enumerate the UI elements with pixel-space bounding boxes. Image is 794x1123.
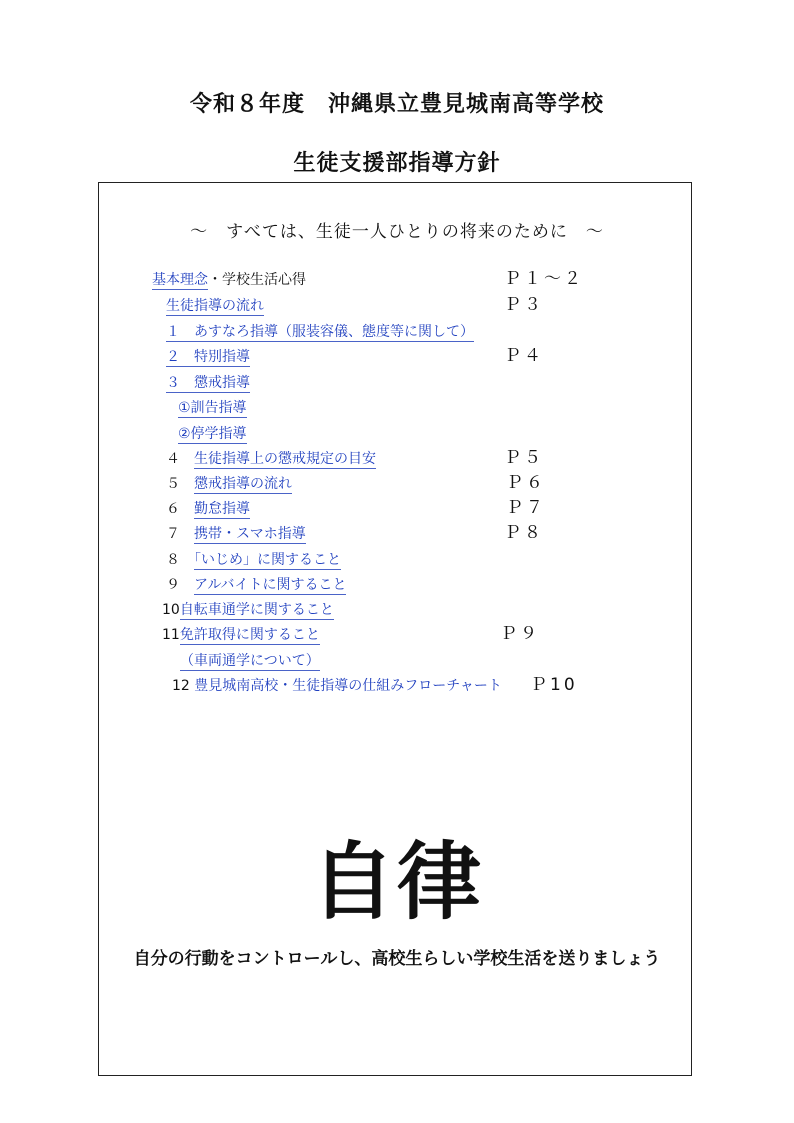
toc-item xyxy=(178,397,247,419)
toc-link-flowchart[interactable]: 豊見城南高校・生徒指導の仕組みフローチャート xyxy=(194,678,502,694)
toc-item xyxy=(166,295,264,317)
toc-page: Ｐ４ xyxy=(504,346,544,366)
toc-item xyxy=(166,574,346,596)
toc-number: ６ xyxy=(166,501,180,517)
toc-number: ２ xyxy=(166,349,180,365)
toc-item xyxy=(166,473,292,495)
slogan: 自分の行動をコントロールし、高校生らしい学校生活を送りましょう xyxy=(133,949,661,969)
toc-link-guidance-flow[interactable]: 生徒指導の流れ xyxy=(166,298,264,314)
toc-number: ９ xyxy=(166,577,180,593)
toc-link-bullying[interactable]: 「いじめ」に関すること xyxy=(194,552,341,568)
toc-label: 懲戒指導 xyxy=(194,375,250,391)
toc-page: Ｐ３ xyxy=(504,295,544,315)
toc-link-disciplinary-flow[interactable]: 懲戒指導の流れ xyxy=(194,476,292,492)
school-title: 令和８年度 沖縄県立豊見城南高等学校 xyxy=(189,92,604,117)
big-word-jiritsu: 自律 xyxy=(310,833,483,931)
toc-item xyxy=(180,650,320,672)
toc-item xyxy=(166,523,306,545)
toc-page: Ｐ１～２ xyxy=(504,269,584,289)
toc-page: Ｐ５ xyxy=(504,448,544,468)
toc-number: １ xyxy=(166,324,180,340)
toc-page: Ｐ７ xyxy=(506,498,546,518)
toc-label: 特別指導 xyxy=(194,349,250,365)
toc-number: ８ xyxy=(166,552,180,568)
toc-link-license[interactable]: 免許取得に関すること xyxy=(179,627,320,643)
toc-item xyxy=(166,372,250,394)
toc-number: 12 xyxy=(172,678,190,694)
toc-link-disciplinary-guidance[interactable] xyxy=(166,375,250,393)
toc-link-attendance[interactable]: 勤怠指導 xyxy=(194,501,250,517)
toc-page: Ｐ10 xyxy=(530,675,578,695)
toc-number: ３ xyxy=(166,375,180,391)
toc-item xyxy=(178,423,247,445)
toc-item xyxy=(166,498,250,520)
toc-link-bicycle[interactable]: 自転車通学に関すること xyxy=(179,602,334,618)
toc-link-asunaro[interactable] xyxy=(166,324,474,342)
toc-link-disciplinary-standards[interactable]: 生徒指導上の懲戒規定の目安 xyxy=(194,451,376,467)
toc-item xyxy=(166,346,250,368)
toc-number: ４ xyxy=(166,451,180,467)
toc-item xyxy=(166,549,341,571)
motto: ～ すべては、生徒一人ひとりの将来のために ～ xyxy=(190,222,604,242)
toc-item xyxy=(152,269,306,291)
toc-item-suffix: ・学校生活心得 xyxy=(208,272,306,288)
toc-number: ５ xyxy=(166,476,180,492)
toc-item xyxy=(166,321,474,343)
toc-number: ７ xyxy=(166,526,180,542)
toc-link-reprimand[interactable]: ①訓告指導 xyxy=(178,400,247,416)
toc-link-part-time-job[interactable]: アルバイトに関すること xyxy=(194,577,347,593)
toc-number: 11 xyxy=(162,627,180,643)
toc-item xyxy=(162,599,334,621)
toc-link-suspension[interactable]: ②停学指導 xyxy=(178,426,247,442)
toc-item xyxy=(162,624,320,646)
toc-page: Ｐ９ xyxy=(500,624,540,644)
toc-label: あすなろ指導（服装容儀、態度等に関して） xyxy=(194,324,474,340)
toc-number: 10 xyxy=(162,602,180,618)
policy-title: 生徒支援部指導方針 xyxy=(293,151,501,176)
toc-link-phone-guidance[interactable]: 携帯・スマホ指導 xyxy=(194,526,306,542)
toc-item xyxy=(172,675,502,697)
toc-page: Ｐ８ xyxy=(504,523,544,543)
toc-link-basic-philosophy[interactable]: 基本理念 xyxy=(152,272,208,288)
toc-link-vehicle-commute[interactable]: （車両通学について） xyxy=(180,653,320,669)
toc-item xyxy=(166,448,376,470)
toc-page: Ｐ６ xyxy=(506,473,546,493)
toc-link-special-guidance[interactable] xyxy=(166,349,250,367)
